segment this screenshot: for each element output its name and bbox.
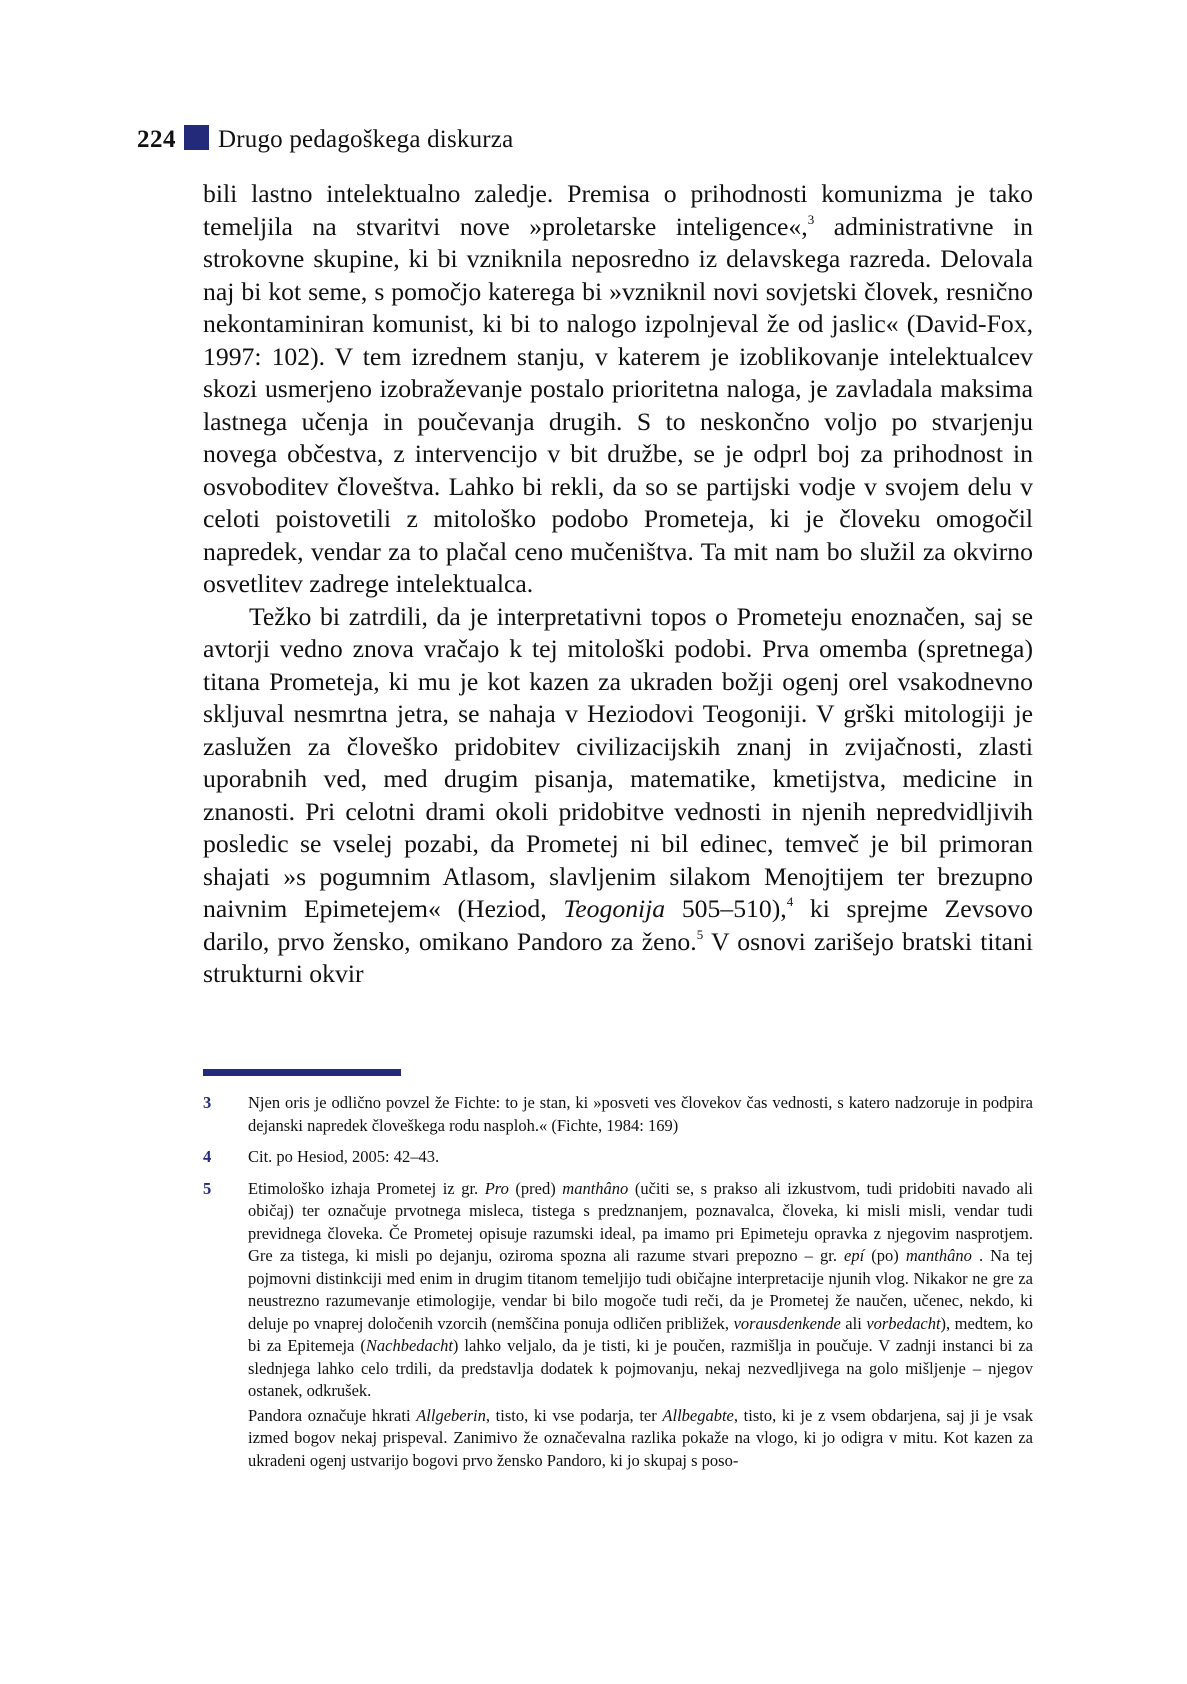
- footnote-ref-5[interactable]: 5: [696, 926, 704, 942]
- footnote-text: Cit. po Hesiod, 2005: 42–43.: [248, 1147, 440, 1166]
- page-number: 224: [137, 126, 176, 153]
- footnote-text: [248, 1178, 1033, 1403]
- fn5-cont-term: Allbegabte: [662, 1405, 734, 1425]
- fn5-seg: ) lahko veljalo, da je tisti, ki je poučen, razmišlja in poučuje. V zadnji instanci bi za slednjega lahko celo trdili, da predstavlja dodatek k pojmovanju, nekaj nezvedljivega na golo mišljenje – njegov ostanek, odkrušek.: [248, 1336, 1033, 1400]
- paragraph-2-text-b: 505–510),: [665, 894, 787, 923]
- fn5-term: manthâno: [905, 1246, 972, 1265]
- footnote-3: [203, 1092, 1033, 1137]
- footnote-4: [203, 1146, 1033, 1169]
- fn5-seg: ), medtem, ko bi za Epitemeja (: [248, 1313, 1033, 1355]
- fn5-term: Pro: [484, 1178, 509, 1198]
- footnotes: [203, 1092, 1033, 1472]
- paragraph-1-text-a: bili lastno intelektualno zaledje. Premisa o prihodnosti komunizma je tako temeljila na stvaritvi nove »proletarske inteligence«,: [203, 179, 1033, 241]
- fn5-term: manthâno: [562, 1178, 629, 1198]
- footnote-number: 4: [203, 1147, 212, 1166]
- footnote-number: 5: [203, 1178, 212, 1198]
- footnote-5-continuation: [248, 1405, 1033, 1473]
- fn5-seg: . Na tej pojmovni distinkciji med enim in drugim titanom temeljijo tudi običajne interpretacije njunih vlog. Nikakor ne gre za neustrezno razumevanje etimologije, vendar bi bilo mogoče tudi reči, da je Prometej že naučen, učenec, nekdo, ki deluje po vnaprej določenih vzorcih (nemščina ponuja odličen približek,: [248, 1246, 1033, 1333]
- fn5-seg: (po): [864, 1246, 906, 1265]
- footnote-5: [203, 1178, 1033, 1403]
- fn5-term: Nachbedacht: [365, 1336, 453, 1355]
- paragraph-2: [203, 601, 1033, 991]
- work-title-teogonija: Teogonija: [563, 894, 666, 923]
- fn5-cont-seg: , tisto, ki je z vsem obdarjena, saj ji je vsak izmed bogov nekaj prispeval. Zanimivo že označevalna razlika pokaže na vlogo, ki jo odigra v mitu. Kot kazen za ukradeni ogenj ustvarijo bogovi prvo žensko Pandoro, ki jo skupaj s poso-: [248, 1405, 1033, 1470]
- fn5-term: vorausdenkende: [733, 1313, 841, 1333]
- fn5-term: vorbedacht: [866, 1313, 941, 1333]
- page-header: [137, 122, 513, 154]
- fn5-seg: Etimološko izhaja Prometej iz gr.: [248, 1178, 485, 1198]
- fn5-cont-seg: , tisto, ki vse podarja, ter: [485, 1405, 663, 1425]
- footnote-number: 3: [203, 1093, 212, 1112]
- fn5-term: epí: [844, 1246, 865, 1265]
- footnote-separator: [203, 1069, 401, 1076]
- fn5-cont-term: Allgeberin: [416, 1405, 486, 1425]
- paragraph-2-text-a: Težko bi zatrdili, da je interpretativni topos o Prometeju enoznačen, saj se avtorji vedno znova vračajo k tej mitološki podobi. Prva omemba (spretnega) titana Prometeja, ki mu je kot kazen za ukraden božji ogenj orel vsakodnevno skljuval nesmrtna jetra, se nahaja v Heziodovi Teogoniji. V grški mitologiji je zaslužen za človeško pridobitev civilizacijskih znanj in zvijačnosti, zlasti uporabnih ved, med drugim pisanja, matematike, kmetijstva, medicine in znanosti. Pri celotni drami okoli pridobitve vednosti in njenih nepredvidljivih posledic se vselej pozabi, da Prometej ni bil edinec, temveč je bil primoran shajati »s pogumnim Atlasom, slavljenim silakom Menojtijem ter brezupno naivnim Epimetejem« (Heziod,: [203, 601, 1033, 923]
- paragraph-1-text-b: administrativne in strokovne skupine, ki bi vzniknila neposredno iz delavskega razreda. Delovala naj bi kot seme, s pomočjo katerega bi »vzniknil novi sovjetski človek, resnično nekontaminiran komunist, ki bi to nalogo izpolnjeval že od jaslic« (David-Fox, 1997: 102). V tem izrednem stanju, v katerem je izoblikovanje intelektualcev skozi usmerjeno izobraževanje postalo prioritetna naloga, je zavladala maksima lastnega učenja in poučevanja drugih. S to neskončno voljo po stvarjenju novega občestva, z intervencijo v bit družbe, se je odprl boj za prihodnost in osvoboditev človeštva. Lahko bi rekli, da so se partijski vodje v svojem delu v celoti poistovetili z mitološko podobo Prometeja, ki je človeku omogočil napredek, vendar za to plačal ceno mučeništva. Ta mit nam bo služil za okvirno osvetlitev zadrege intelektualca.: [203, 211, 1034, 598]
- header-marker-square: [184, 125, 209, 150]
- fn5-seg: (pred): [508, 1178, 563, 1198]
- footnote-ref-3[interactable]: 3: [807, 211, 815, 227]
- fn5-seg: ali: [840, 1313, 867, 1333]
- paragraph-2-text-d: V osnovi zarišejo bratski titani strukturni okvir: [203, 926, 1033, 988]
- footnote-text: Njen oris je odlično povzel že Fichte: to je stan, ki »posveti ves človekov čas vednosti, s katero nadzoruje in podpira dejanski napredek človeškega rodu nasploh.« (Fichte, 1984: 169): [248, 1093, 1033, 1135]
- fn5-cont-seg: Pandora označuje hkrati: [248, 1405, 417, 1425]
- fn5-seg: (učiti se, s prakso ali izkustvom, tudi pridobiti navado ali običaj) ter označuje prvotnega misleca, tistega s predznanjem, poznavalca, človeka, ki misli misli, vendar tudi previdnega človeka. Če Prometej opisuje razumski ideal, pa imamo pri Epimeteju opravka z njegovim nasprotjem. Gre za tistega, ki misli po dejanju, oziroma spozna ali razume stvari prepozno – gr.: [248, 1178, 1033, 1265]
- running-title: Drugo pedagoškega diskurza: [218, 126, 514, 153]
- paragraph-2-text-c: ki sprejme Zevsovo darilo, prvo žensko, omikano Pandoro za ženo.: [203, 894, 1033, 956]
- footnote-ref-4[interactable]: 4: [786, 894, 794, 909]
- paragraph-1: [203, 178, 1033, 601]
- main-text: [203, 178, 1033, 991]
